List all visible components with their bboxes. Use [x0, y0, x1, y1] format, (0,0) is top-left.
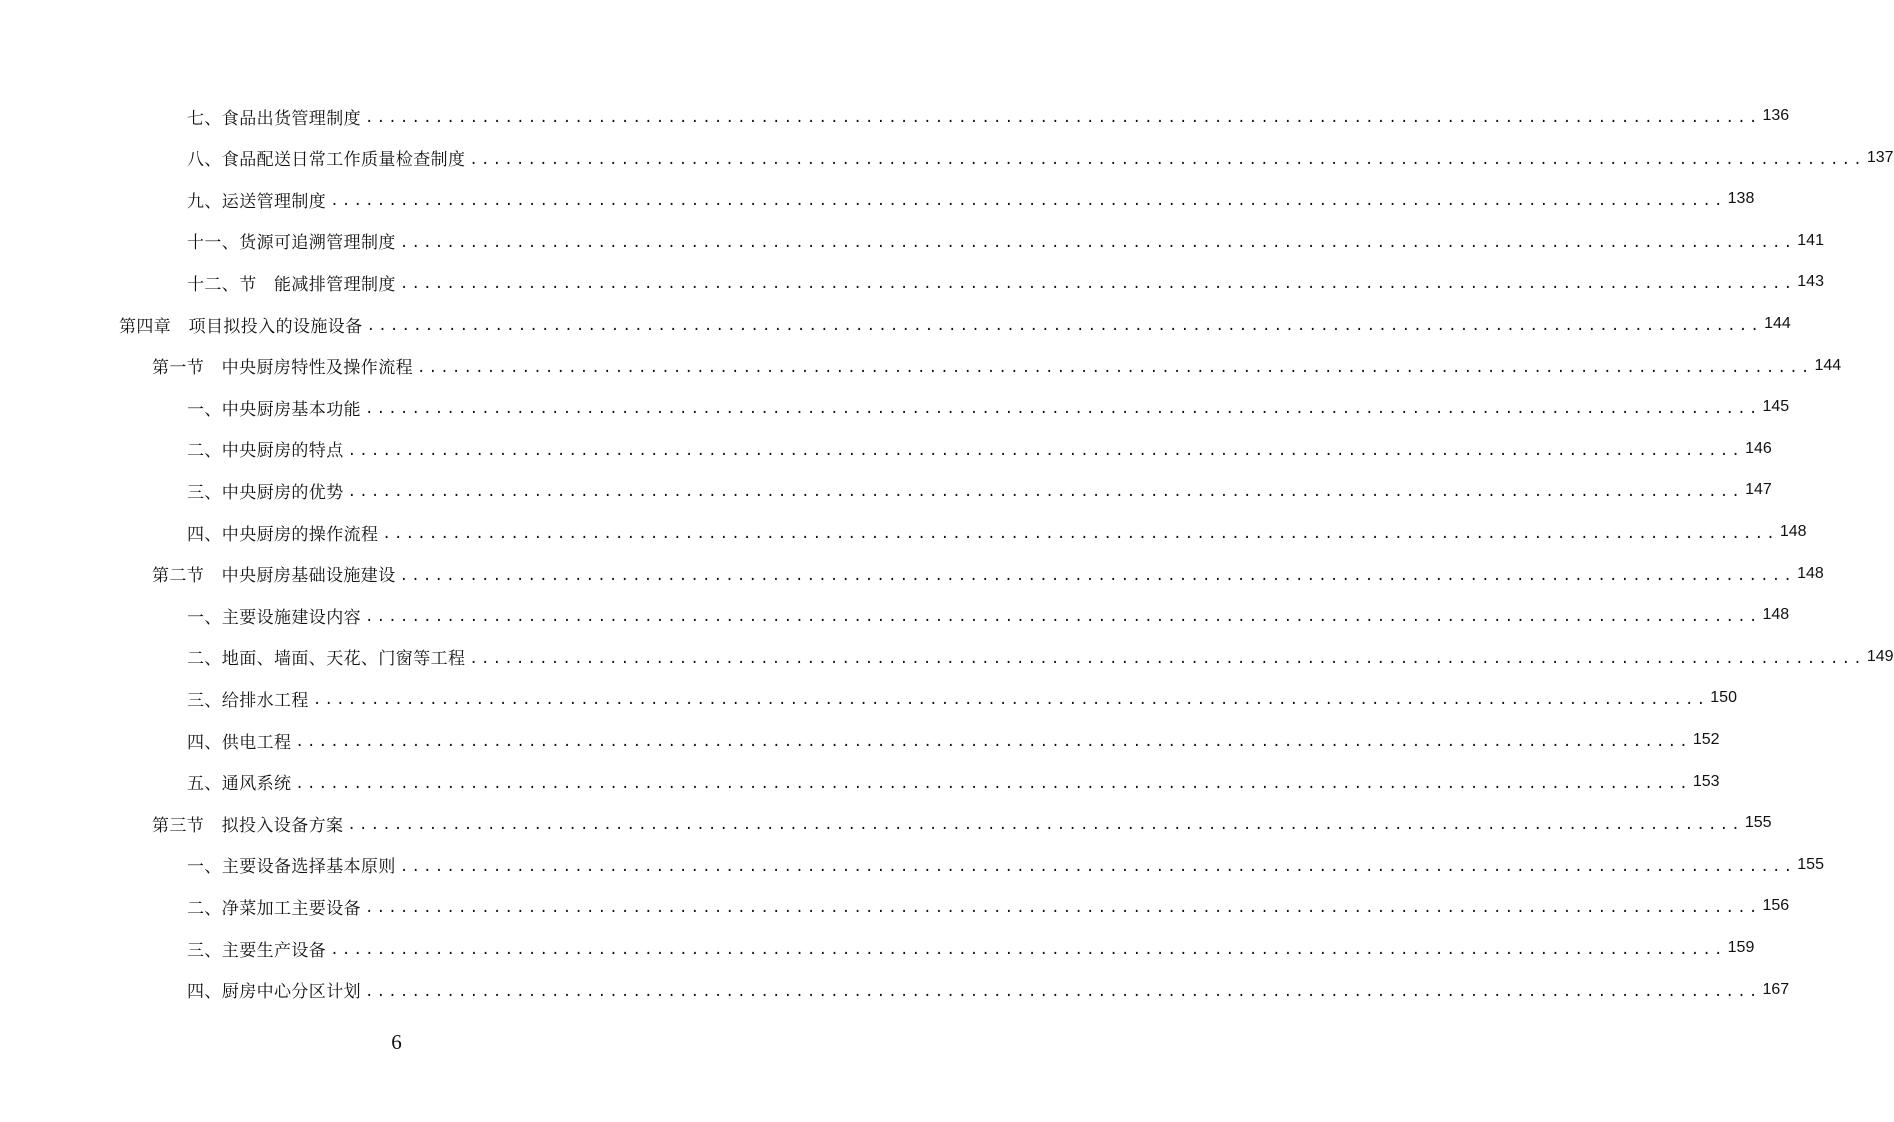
toc-entry[interactable]	[187, 387, 1790, 427]
toc-dot-leader: ........................................................................................................................	[399, 858, 1796, 875]
toc-entry-title: 一、中央厨房基本功能	[187, 399, 361, 420]
toc-entry[interactable]	[187, 221, 1824, 261]
toc-entry[interactable]	[187, 512, 1807, 552]
toc-entry-title: 二、中央厨房的特点	[187, 441, 344, 462]
toc-dot-leader: ........................................................................................................................	[399, 567, 1796, 584]
toc-entry-title: 四、供电工程	[187, 732, 292, 753]
toc-entry-page: 148	[1779, 523, 1807, 540]
toc-entry-title: 第四章 项目拟投入的设施设备	[119, 316, 363, 337]
toc-entry-page: 150	[1710, 689, 1737, 707]
toc-entry-title: 七、食品出货管理制度	[187, 108, 361, 129]
toc-entry-page: 143	[1797, 273, 1824, 291]
toc-dot-leader: ........................................................................................................................	[365, 110, 1761, 126]
toc-entry-page: 138	[1727, 190, 1755, 208]
toc-entry[interactable]	[187, 179, 1755, 219]
toc-dot-leader: ........................................................................................................................	[469, 650, 1865, 667]
toc-dot-leader: ........................................................................................................................	[347, 442, 1744, 459]
toc-entry[interactable]	[119, 304, 1791, 344]
toc-entry-title: 第一节 中央厨房特性及操作流程	[152, 358, 413, 379]
toc-dot-leader: ........................................................................................................................	[312, 692, 1709, 709]
toc-entry[interactable]	[187, 762, 1720, 802]
toc-entry-page: 144	[1814, 356, 1842, 374]
toc-dot-leader: ........................................................................................................................	[347, 817, 1743, 834]
toc-dot-leader: ........................................................................................................................	[295, 734, 1691, 750]
toc-entry-page: 137	[1866, 148, 1894, 166]
toc-entry-page: 156	[1762, 897, 1790, 915]
toc-entry-page: 145	[1762, 398, 1790, 416]
toc-entry[interactable]	[152, 554, 1824, 594]
toc-entry-title: 三、中央厨房的优势	[187, 482, 344, 503]
toc-entry[interactable]	[187, 470, 1772, 510]
toc-entry[interactable]	[187, 886, 1790, 926]
toc-dot-leader: ........................................................................................................................	[382, 526, 1778, 542]
toc-entry-page: 144	[1764, 315, 1791, 332]
toc-entry-page: 153	[1692, 772, 1720, 790]
toc-entry[interactable]	[187, 262, 1824, 302]
toc-dot-leader: ........................................................................................................................	[330, 942, 1726, 958]
toc-entry-page: 155	[1744, 814, 1772, 832]
toc-dot-leader: ........................................................................................................................	[399, 234, 1796, 251]
toc-dot-leader: ........................................................................................................................	[365, 900, 1761, 917]
toc-dot-leader: ........................................................................................................................	[347, 484, 1744, 501]
toc-dot-leader: ........................................................................................................................	[469, 151, 1865, 168]
toc-entry-page: 136	[1762, 107, 1790, 124]
toc-entry-title: 十二、节 能减排管理制度	[187, 274, 396, 295]
toc-entry-page: 155	[1797, 855, 1824, 873]
toc-entry[interactable]	[187, 637, 1894, 677]
toc-entry-title: 四、中央厨房的操作流程	[187, 524, 379, 545]
toc-dot-leader: ........................................................................................................................	[417, 359, 1813, 376]
toc-entry-page: 149	[1866, 647, 1894, 665]
toc-entry[interactable]	[187, 96, 1790, 136]
toc-entry[interactable]	[187, 928, 1755, 968]
toc-dot-leader: ........................................................................................................................	[330, 193, 1726, 210]
toc-entry-title: 一、主要设备选择基本原则	[187, 857, 396, 878]
toc-entry-title: 二、净菜加工主要设备	[187, 898, 361, 919]
toc-entry[interactable]	[187, 429, 1772, 469]
toc-entry-title: 二、地面、墙面、天花、门窗等工程	[187, 649, 466, 670]
toc-entry[interactable]	[152, 803, 1772, 843]
toc-entry[interactable]	[187, 678, 1737, 718]
toc-entry-title: 五、通风系统	[187, 774, 292, 795]
toc-entry[interactable]	[187, 138, 1894, 178]
toc-entry-page: 146	[1745, 439, 1772, 457]
toc-entry-page: 152	[1692, 731, 1720, 748]
toc-entry-page: 167	[1762, 980, 1790, 998]
toc-entry-page: 147	[1745, 481, 1772, 499]
toc-entry-title: 第三节 拟投入设备方案	[152, 815, 344, 836]
toc-entry-title: 八、食品配送日常工作质量检查制度	[187, 150, 466, 171]
toc-dot-leader: ........................................................................................................................	[399, 276, 1796, 293]
toc-entry-title: 九、运送管理制度	[187, 191, 327, 212]
toc-entry-title: 一、主要设施建设内容	[187, 607, 361, 628]
toc-entry-page: 148	[1797, 564, 1824, 582]
toc-entry-title: 三、给排水工程	[187, 690, 309, 711]
toc-entry-page: 148	[1762, 606, 1790, 624]
toc-entry[interactable]	[187, 720, 1720, 760]
page-number: 6	[391, 1030, 402, 1054]
toc-entry-page: 159	[1727, 939, 1755, 956]
toc-entry[interactable]	[152, 346, 1842, 386]
toc-dot-leader: ........................................................................................................................	[295, 775, 1691, 792]
toc-dot-leader: ........................................................................................................................	[365, 983, 1761, 1000]
toc-entry-title: 第二节 中央厨房基础设施建设	[152, 566, 396, 587]
toc-entry-title: 四、厨房中心分区计划	[187, 982, 361, 1003]
toc-entry-title: 三、主要生产设备	[187, 940, 327, 961]
toc-dot-leader: ........................................................................................................................	[365, 401, 1761, 418]
toc-dot-leader: ........................................................................................................................	[365, 609, 1761, 626]
toc-entry[interactable]	[187, 595, 1790, 635]
toc-entry-title: 十一、货源可追溯管理制度	[187, 233, 396, 254]
toc-entry[interactable]	[187, 845, 1824, 885]
toc-entry[interactable]	[187, 970, 1790, 1010]
toc-entry-page: 141	[1797, 231, 1824, 249]
toc-dot-leader: ........................................................................................................................	[366, 318, 1763, 334]
